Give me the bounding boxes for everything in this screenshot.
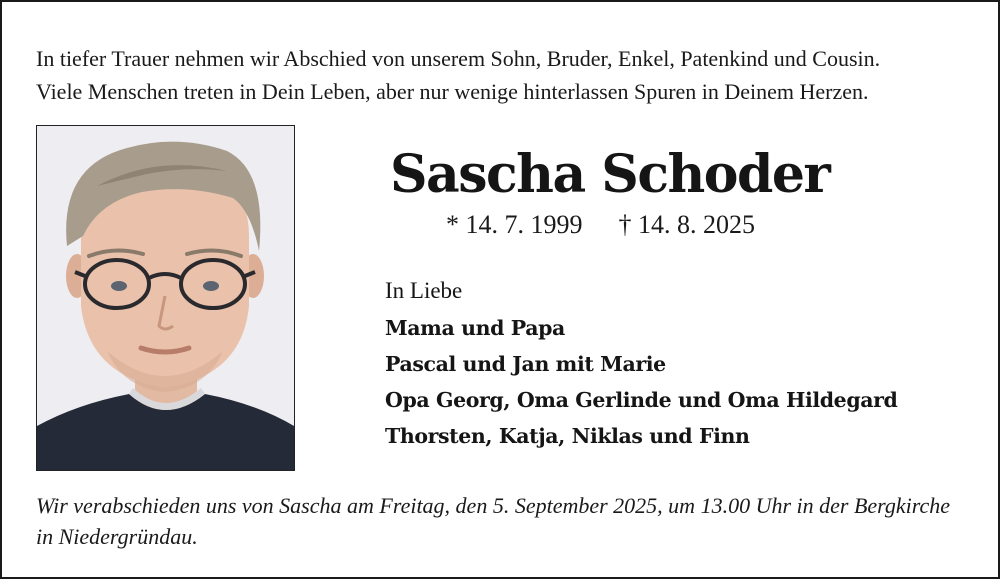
deceased-name: Sascha Schoder bbox=[390, 144, 830, 205]
funeral-line-1: Wir verabschieden uns von Sascha am Freitag, den 5. September 2025, um 13.00 Uhr in der Bergkirche bbox=[36, 493, 951, 518]
death-date: † 14. 8. 2025 bbox=[618, 210, 755, 239]
mourner-line: Pascal und Jan mit Marie bbox=[385, 352, 666, 376]
mourner-line: Thorsten, Katja, Niklas und Finn bbox=[385, 424, 750, 448]
mourners-lead: In Liebe bbox=[385, 278, 463, 303]
portrait-illustration bbox=[37, 126, 294, 470]
birth-date: * 14. 7. 1999 bbox=[446, 210, 583, 239]
funeral-line-2: in Niedergründau. bbox=[36, 524, 198, 549]
intro-line-2: Viele Menschen treten in Dein Leben, aber nur wenige hinterlassen Spuren in Deinem Herzen. bbox=[36, 79, 869, 104]
mourners-list bbox=[385, 276, 897, 454]
intro-text bbox=[36, 42, 880, 108]
funeral-notice bbox=[36, 490, 976, 552]
portrait-photo bbox=[36, 125, 295, 471]
life-dates bbox=[446, 210, 755, 240]
intro-line-1: In tiefer Trauer nehmen wir Abschied von unserem Sohn, Bruder, Enkel, Patenkind und Cousin. bbox=[36, 46, 881, 71]
mourner-line: Mama und Papa bbox=[385, 316, 565, 340]
mourner-line: Opa Georg, Oma Gerlinde und Oma Hildegard bbox=[385, 388, 898, 412]
